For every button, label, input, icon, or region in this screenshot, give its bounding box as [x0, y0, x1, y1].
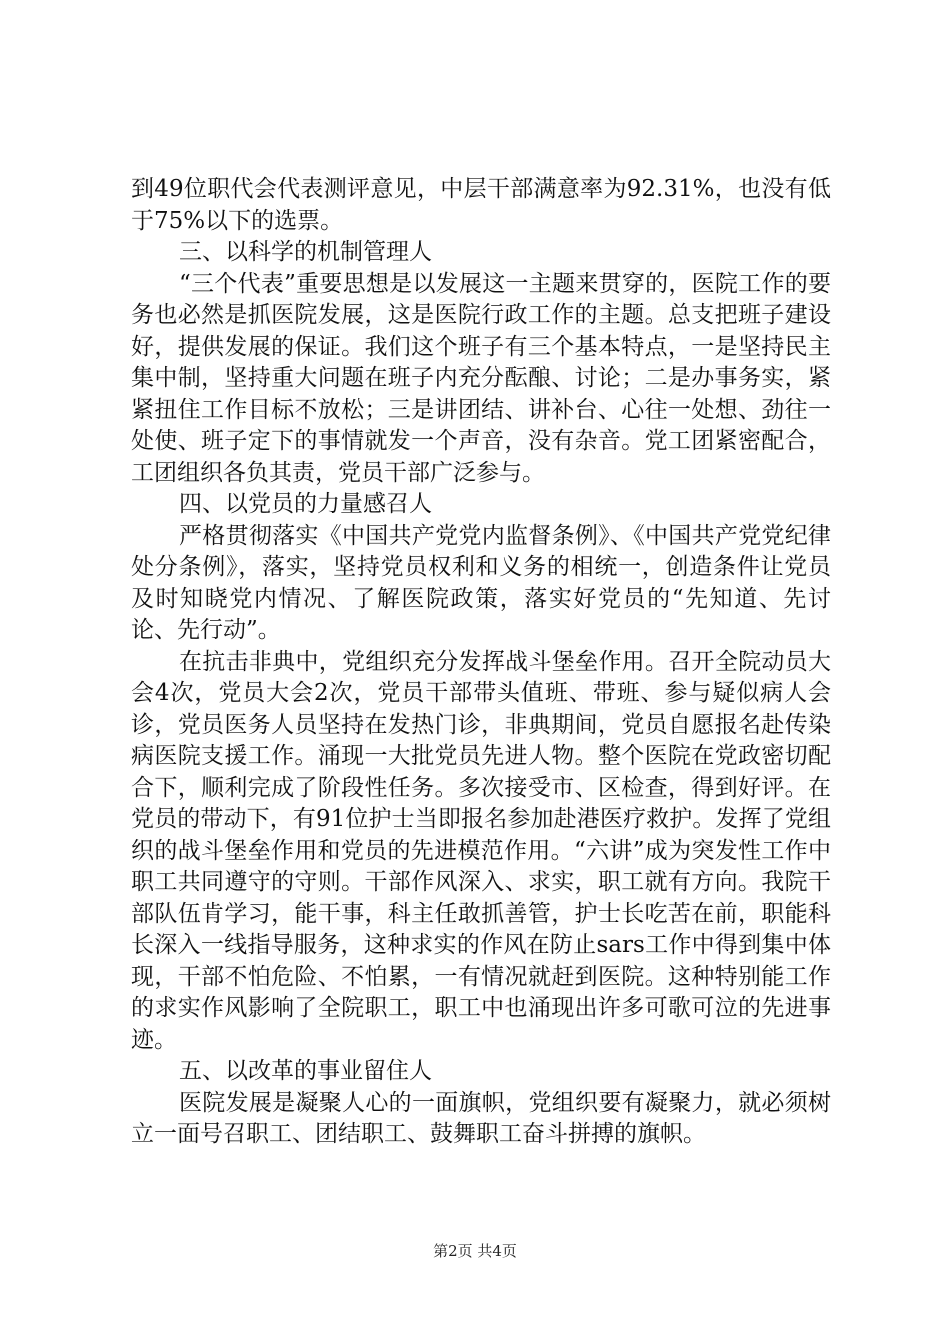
section-heading-3: 三、以科学的机制管理人	[179, 239, 432, 265]
paragraph-body: 医院发展是凝聚人心的一面旗帜，党组织要有凝聚力，就必须树立一面号召职工、团结职工、鼓舞职工奋斗拼搏的旗帜。	[131, 1089, 831, 1147]
page-number-label: 第2页 共4页	[433, 1242, 517, 1260]
paragraph-continuation: 到49位职代会代表测评意见，中层干部满意率为92.31%，也没有低于75%以下的选票。	[131, 176, 831, 234]
page-footer	[0, 1240, 950, 1261]
paragraph-body: 在抗击非典中，党组织充分发挥战斗堡垒作用。召开全院动员大会4次，党员大会2次，党员干部带头值班、带班、参与疑似病人会诊，党员医务人员坚持在发热门诊，非典期间，党员自愿报名赴传染病医院支援工作。涌现一大批党员先进人物。整个医院在党政密切配合下，顺利完成了阶段性任务。多次接受市、区检查，得到好评。在党员的带动下，有91位护士当即报名参加赴港医疗救护。发挥了党组织的战斗堡垒作用和党员的先进模范作用。“六讲”成为突发性工作中职工共同遵守的守则。干部作风深入、求实，职工就有方向。我院干部队伍肯学习，能干事，科主任敢抓善管，护士长吃苦在前，职能科长深入一线指导服务，这种求实的作风在防止sars工作中得到集中体现，干部不怕危险、不怕累，一有情况就赶到医院。这种特别能工作的求实作风影响了全院职工，职工中也涌现出许多可歌可泣的先进事迹。	[131, 648, 831, 1053]
section-heading-5: 五、以改革的事业留住人	[179, 1058, 432, 1084]
section-heading-4: 四、以党员的力量感召人	[179, 491, 432, 517]
document-body	[131, 174, 831, 1151]
paragraph-body: 严格贯彻落实《中国共产党党内监督条例》、《中国共产党党纪律处分条例》，落实，坚持党员权利和义务的相统一，创造条件让党员及时知晓党内情况、了解医院政策，落实好党员的“先知道、先讨论、先行动”。	[131, 522, 831, 643]
paragraph-body: “三个代表”重要思想是以发展这一主题来贯穿的，医院工作的要务也必然是抓医院发展，这是医院行政工作的主题。总支把班子建设好，提供发展的保证。我们这个班子有三个基本特点，一是坚持民主集中制，坚持重大问题在班子内充分酝酿、讨论；二是办事务实，紧紧扭住工作目标不放松；三是讲团结、讲补台、心往一处想、劲往一处使、班子定下的事情就发一个声音，没有杂音。党工团紧密配合，工团组织各负其责，党员干部广泛参与。	[131, 270, 831, 486]
